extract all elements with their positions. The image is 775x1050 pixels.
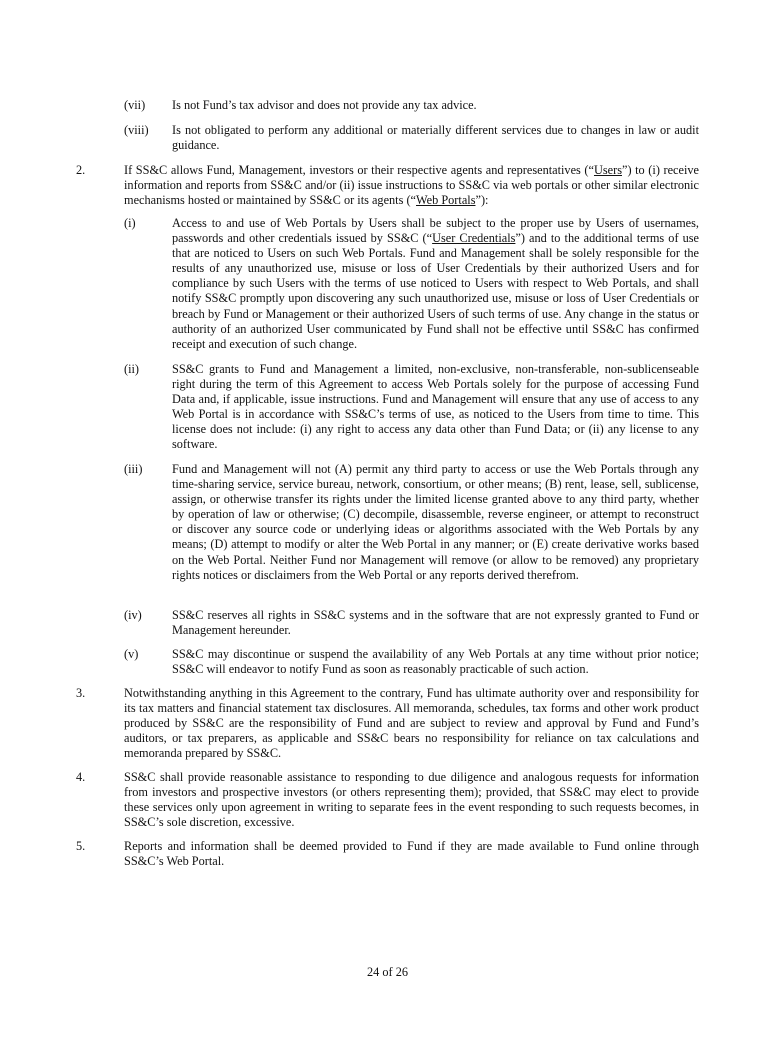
section-number: 4. (76, 770, 86, 784)
defined-term: Users (593, 163, 622, 177)
item-label: (viii) (124, 123, 149, 137)
item-label: (vii) (124, 98, 146, 112)
item-label: (iv) (124, 608, 142, 622)
item-text: SS&C grants to Fund and Management a limited, non-exclusive, non-transferable, non-sublicenseable right during the term of this Agreement to access Web Portals solely for the purpose of accessing Fund Data and, if applicable, issue instructions. Fund and Management will ensure that any use of access to any Web Portal is in accordance with SS&C’s terms of use, as noticed to the Users from time to time. This license does not include: (i) any right to access any data other than Fund Data; or (ii) any license to any software. (172, 362, 699, 452)
item-label: (ii) (124, 362, 140, 376)
item-label: (iii) (124, 462, 143, 476)
item-text: Access to and use of Web Portals by Users shall be subject to the proper use by Users of usernames, passwords and other credentials issued by SS&C (“User Credentials”) and to the additional terms of use that are noticed to Users on such Web Portals. Fund and Management shall be solely responsible for the results of any unauthorized use, misuse or loss of User Credentials by their authorized Users and for compliance by such Users with the terms of use noticed to Users with respect to Web Portals, and shall notify SS&C promptly upon discovering any such unauthorized use, misuse or loss of User Credentials or breach by Fund or Management or their authorized Users of such terms of use. Any change in the status or authority of an authorized User communicated by Fund shall not be effective until SS&C has confirmed receipt and execution of such change. (172, 216, 700, 351)
item-label: (v) (124, 647, 139, 661)
section-text: SS&C shall provide reasonable assistance to responding to due diligence and analogous requests for information from investors and prospective investors (or others representing them); provided, that SS&C may elect to provide these services only upon agreement in writing to separate fees in the event responding to such requests becomes, in SS&C’s sole discretion, excessive. (124, 770, 699, 830)
item-text: Is not obligated to perform any additional or materially different services due to changes in law or audit guidance. (172, 123, 699, 153)
section-number: 3. (76, 686, 86, 700)
item-label: (i) (124, 216, 136, 230)
defined-term: Web Portals (416, 193, 476, 208)
item-text: SS&C reserves all rights in SS&C systems and in the software that are not expressly granted to Fund or Management hereunder. (172, 608, 699, 638)
page-number: 24 of 26 (367, 965, 408, 979)
section-number: 5. (76, 839, 86, 853)
item-text: SS&C may discontinue or suspend the availability of any Web Portals at any time without prior notice; SS&C will endeavor to notify Fund as soon as reasonably practicable of such action. (172, 647, 699, 677)
item-text: Fund and Management will not (A) permit any third party to access or use the Web Portals through any time-sharing service, service bureau, network, consortium, or other means; (B) rent, lease, sell, sublicense, assign, or otherwise transfer its rights under the limited license granted above to any third party, whether by operation of law or otherwise; (C) decompile, disassemble, reverse engineer, or attempt to reconstruct or discover any source code or underlying ideas or algorithms associated with the Web Portals by any means; (D) attempt to modify or alter the Web Portal in any manner; or (E) create derivative works based on the Web Portal. Neither Fund nor Management will remove (or allow to be removed) any proprietary rights notices or disclaimers from the Web Portal or any reports derived therefrom. (172, 462, 699, 582)
section-text: If SS&C allows Fund, Management, investors or their respective agents and representatives (“Users”) to (i) receive information and reports from SS&C and/or (ii) issue instructions to SS&C via web portals or other similar electronic mechanisms hosted or maintained by SS&C or its agents (“Web Portals”): (124, 163, 699, 208)
defined-term: User Credentials (432, 231, 516, 246)
section-number: 2. (76, 163, 86, 177)
section-text: Notwithstanding anything in this Agreement to the contrary, Fund has ultimate authority over and responsibility for its tax matters and financial statement tax disclosures. All memoranda, schedules, tax forms and other work product produced by SS&C are the responsibility of Fund and are subject to review and approval by Fund and Fund’s auditors, or tax preparers, as applicable and SS&C bears no responsibility for reliance on tax calculations and memoranda prepared by SS&C. (124, 686, 699, 761)
item-text: Is not Fund’s tax advisor and does not provide any tax advice. (172, 98, 477, 112)
section-text: Reports and information shall be deemed provided to Fund if they are made available to Fund online through SS&C’s Web Portal. (124, 839, 699, 869)
